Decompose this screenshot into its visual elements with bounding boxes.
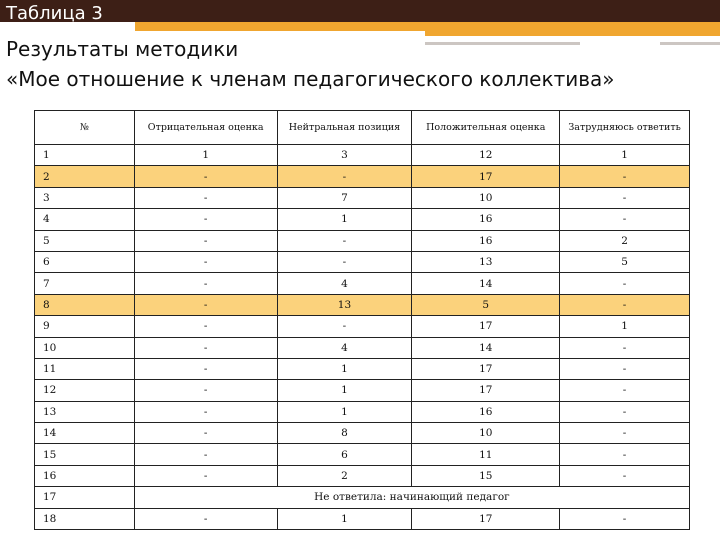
row-number-cell: 16	[35, 465, 135, 486]
table-cell: 2	[560, 230, 690, 251]
table-cell: 12	[412, 145, 560, 166]
slide-title: Таблица 3	[6, 3, 103, 24]
table-cell: 5	[560, 251, 690, 272]
row-number-cell: 8	[35, 294, 135, 315]
row-number-cell: 12	[35, 380, 135, 401]
table-cell: -	[560, 209, 690, 230]
table-cell: 16	[412, 401, 560, 422]
table-cell: -	[560, 337, 690, 358]
table-row	[35, 465, 690, 486]
row-number-cell: 10	[35, 337, 135, 358]
accent-stripe	[135, 22, 720, 31]
table-cell: -	[134, 465, 277, 486]
decor-line-left	[425, 42, 580, 45]
table-cell: 8	[277, 423, 412, 444]
table-cell: -	[134, 380, 277, 401]
table-cell: 13	[277, 294, 412, 315]
row-number-cell: 1	[35, 145, 135, 166]
slide-subtitle-line2: «Мое отношение к членам педагогического коллектива»	[6, 67, 615, 91]
table-row	[35, 273, 690, 294]
row-number-cell: 13	[35, 401, 135, 422]
table-cell: -	[134, 166, 277, 187]
results-table	[34, 110, 690, 530]
table-cell: -	[134, 209, 277, 230]
table-cell: 1	[560, 145, 690, 166]
table-cell: -	[277, 316, 412, 337]
table-cell: -	[560, 508, 690, 529]
table-cell: 7	[277, 187, 412, 208]
table-cell: 1	[134, 145, 277, 166]
table-cell: 17	[412, 380, 560, 401]
table-row	[35, 294, 690, 315]
table-cell: -	[134, 316, 277, 337]
table-cell: -	[134, 337, 277, 358]
table-cell: -	[134, 294, 277, 315]
table-cell: 17	[412, 508, 560, 529]
table-row	[35, 251, 690, 272]
table-header-row	[35, 111, 690, 145]
table-cell: 16	[412, 230, 560, 251]
table-cell: -	[560, 465, 690, 486]
column-header: Нейтральная позиция	[277, 111, 412, 145]
table-cell: -	[560, 380, 690, 401]
table-cell: -	[134, 358, 277, 379]
table-row	[35, 230, 690, 251]
table-cell: 3	[277, 145, 412, 166]
table-cell: 1	[277, 380, 412, 401]
table-row	[35, 358, 690, 379]
table-cell: 15	[412, 465, 560, 486]
table-cell: -	[560, 273, 690, 294]
table-cell: -	[277, 251, 412, 272]
table-cell: 10	[412, 423, 560, 444]
row-number-cell: 2	[35, 166, 135, 187]
table-cell: 17	[412, 166, 560, 187]
row-number-cell: 5	[35, 230, 135, 251]
row-number-cell: 14	[35, 423, 135, 444]
table-cell: 1	[277, 209, 412, 230]
table-cell: 10	[412, 187, 560, 208]
row-number-cell: 6	[35, 251, 135, 272]
table-cell: -	[560, 423, 690, 444]
column-header: Затрудняюсь ответить	[560, 111, 690, 145]
row-number-cell: 4	[35, 209, 135, 230]
column-header: Отрицательная оценка	[134, 111, 277, 145]
row-number-cell: 7	[35, 273, 135, 294]
slide-subtitle-line1: Результаты методики	[6, 37, 239, 61]
table-cell: -	[134, 273, 277, 294]
table-row	[35, 401, 690, 422]
table-cell: 14	[412, 273, 560, 294]
table-row	[35, 209, 690, 230]
table-row	[35, 423, 690, 444]
table-row	[35, 187, 690, 208]
table-row	[35, 166, 690, 187]
row-number-cell: 3	[35, 187, 135, 208]
table-row	[35, 444, 690, 465]
row-number-cell: 17	[35, 487, 135, 508]
table-cell: 17	[412, 358, 560, 379]
column-header: №	[35, 111, 135, 145]
table-cell: 1	[277, 401, 412, 422]
table-row	[35, 487, 690, 508]
table-cell: -	[134, 187, 277, 208]
table-row	[35, 316, 690, 337]
table-cell: 1	[277, 508, 412, 529]
table-cell: -	[560, 401, 690, 422]
table-cell: -	[560, 294, 690, 315]
table-cell: -	[560, 358, 690, 379]
table-cell: 1	[277, 358, 412, 379]
table-cell: -	[560, 444, 690, 465]
row-number-cell: 9	[35, 316, 135, 337]
top-bar	[0, 0, 720, 22]
table-cell: 2	[277, 465, 412, 486]
table-cell: -	[134, 401, 277, 422]
table-cell: 6	[277, 444, 412, 465]
table-cell: -	[277, 166, 412, 187]
table-row	[35, 508, 690, 529]
row-number-cell: 18	[35, 508, 135, 529]
table-cell: 4	[277, 337, 412, 358]
table-cell: 16	[412, 209, 560, 230]
table-row	[35, 380, 690, 401]
table-cell: 1	[560, 316, 690, 337]
column-header: Положительная оценка	[412, 111, 560, 145]
table-cell: 4	[277, 273, 412, 294]
table-cell: -	[134, 508, 277, 529]
table-cell: -	[277, 230, 412, 251]
merged-note-cell: Не ответила: начинающий педагог	[134, 487, 689, 508]
table-cell: -	[560, 187, 690, 208]
table-cell: -	[134, 444, 277, 465]
table-cell: -	[134, 251, 277, 272]
table-cell: -	[134, 230, 277, 251]
table-cell: 11	[412, 444, 560, 465]
table-cell: 5	[412, 294, 560, 315]
row-number-cell: 11	[35, 358, 135, 379]
row-number-cell: 15	[35, 444, 135, 465]
accent-stripe-secondary	[425, 31, 720, 36]
table-cell: 14	[412, 337, 560, 358]
table-row	[35, 337, 690, 358]
table-cell: 17	[412, 316, 560, 337]
table-row	[35, 145, 690, 166]
table-cell: -	[134, 423, 277, 444]
table-cell: 13	[412, 251, 560, 272]
table-body	[35, 145, 690, 530]
table-cell: -	[560, 166, 690, 187]
decor-line-right	[660, 42, 720, 45]
